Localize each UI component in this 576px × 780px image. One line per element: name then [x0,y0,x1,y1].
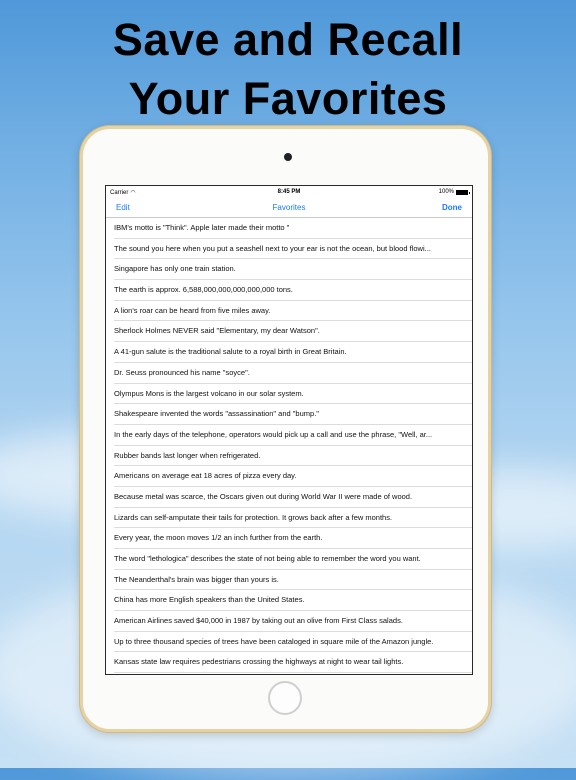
list-item[interactable]: The sound you here when you put a seashell next to your ear is not the ocean, but blood flowi... [114,239,472,260]
list-item[interactable]: Lizards can self-amputate their tails for protection. It grows back after a few months. [114,508,472,529]
status-time: 8:45 PM [277,189,301,195]
list-item[interactable]: Because metal was scarce, the Oscars given out during World War II were made of wood. [114,487,472,508]
list-item[interactable]: The Neanderthal's brain was bigger than yours is. [114,570,472,591]
app-screen [105,185,473,675]
list-item[interactable]: China has more English speakers than the United States. [114,590,472,611]
list-item[interactable]: Every year, the moon moves 1/2 an inch further from the earth. [114,528,472,549]
favorites-list [106,218,472,673]
wifi-icon: ◠ [130,190,136,196]
list-item[interactable]: Olympus Mons is the largest volcano in our solar system. [114,384,472,405]
home-button[interactable] [268,681,302,715]
list-item[interactable]: Rubber bands last longer when refrigerated. [114,446,472,467]
list-item[interactable]: Singapore has only one train station. [114,259,472,280]
front-camera [284,153,292,161]
list-item[interactable]: American Airlines saved $40,000 in 1987 by taking out an olive from First Class salads. [114,611,472,632]
battery-icon [456,190,468,195]
battery-status [439,189,468,195]
list-item[interactable]: The earth is approx. 6,588,000,000,000,000,000 tons. [114,280,472,301]
headline-line-2: Your Favorites [128,73,448,124]
list-item[interactable]: Kansas state law requires pedestrians crossing the highways at night to wear tail lights. [114,652,472,673]
list-item[interactable]: IBM's motto is "Think". Apple later made their motto " [114,218,472,239]
headline-line-1: Save and Recall [112,14,464,65]
list-item[interactable]: Dr. Seuss pronounced his name "soyce". [114,363,472,384]
list-item[interactable]: Shakespeare invented the words "assassination" and "bump." [114,404,472,425]
navigation-bar [106,199,472,218]
ipad-device-frame [80,126,491,732]
list-item[interactable]: Up to three thousand species of trees have been cataloged in square mile of the Amazon jungle. [114,632,472,653]
list-item[interactable]: Sherlock Holmes NEVER said "Elementary, my dear Watson". [114,321,472,342]
status-bar [106,186,472,199]
edit-button[interactable]: Edit [116,203,130,212]
battery-percent: 100% [438,189,454,195]
list-item[interactable]: Americans on average eat 18 acres of pizza every day. [114,466,472,487]
done-button[interactable]: Done [442,203,462,212]
carrier-text: Carrier [110,190,129,196]
list-item[interactable]: In the early days of the telephone, operators would pick up a call and use the phrase, "Well, ar... [114,425,472,446]
list-item[interactable]: A 41-gun salute is the traditional salute to a royal birth in Great Britain. [114,342,472,363]
nav-title: Favorites [272,203,306,212]
list-item[interactable]: The word "lethologica" describes the state of not being able to remember the word you want. [114,549,472,570]
list-item[interactable]: A lion's roar can be heard from five miles away. [114,301,472,322]
